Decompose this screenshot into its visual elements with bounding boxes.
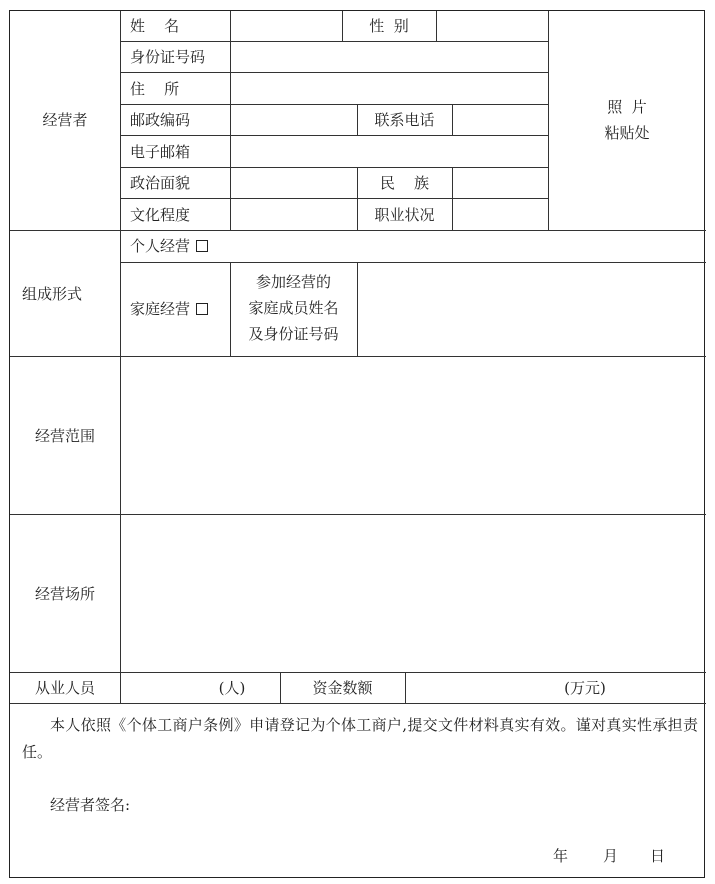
column-divider bbox=[230, 11, 231, 230]
column-divider bbox=[436, 11, 437, 41]
signature-label: 经营者签名: bbox=[50, 796, 131, 814]
individual-business-label: 个人经营 bbox=[130, 237, 191, 255]
capital-unit: (万元) bbox=[564, 679, 606, 697]
business-premises-label: 经营场所 bbox=[34, 585, 95, 603]
column-divider bbox=[452, 167, 453, 230]
capital-label: 资金数额 bbox=[312, 679, 373, 697]
photo-placeholder-label: 照 片 bbox=[607, 98, 647, 116]
row-divider bbox=[120, 41, 548, 42]
family-business-checkbox[interactable] bbox=[196, 303, 208, 315]
section-divider bbox=[10, 356, 706, 357]
row-divider bbox=[120, 104, 548, 105]
section-divider bbox=[10, 514, 706, 515]
photo-placeholder-label: 粘贴处 bbox=[604, 124, 650, 142]
political-status-label: 政治面貌 bbox=[130, 174, 191, 192]
address-label: 住 所 bbox=[130, 80, 180, 98]
column-divider bbox=[357, 262, 358, 356]
individual-business-checkbox[interactable] bbox=[196, 240, 208, 252]
section-divider bbox=[10, 703, 706, 704]
column-divider bbox=[452, 104, 453, 135]
individual-business-option[interactable] bbox=[130, 237, 208, 255]
section-divider bbox=[10, 672, 706, 673]
name-label: 姓 名 bbox=[130, 17, 180, 35]
date-month-label: 月 bbox=[603, 847, 619, 865]
occupation-label: 职业状况 bbox=[374, 206, 435, 224]
postcode-label: 邮政编码 bbox=[130, 111, 191, 129]
gender-label: 性 别 bbox=[369, 17, 409, 35]
family-members-label: 及身份证号码 bbox=[248, 325, 339, 343]
employees-label: 从业人员 bbox=[34, 679, 95, 697]
row-divider bbox=[120, 72, 548, 73]
registration-form bbox=[9, 10, 705, 878]
phone-label: 联系电话 bbox=[374, 111, 435, 129]
family-members-label: 家庭成员姓名 bbox=[248, 299, 339, 317]
id-number-label: 身份证号码 bbox=[130, 48, 206, 66]
family-members-label: 参加经营的 bbox=[255, 273, 331, 291]
business-scope-label: 经营范围 bbox=[34, 427, 95, 445]
employees-unit: (人) bbox=[218, 679, 246, 697]
row-divider bbox=[120, 198, 548, 199]
column-divider bbox=[548, 11, 549, 230]
email-label: 电子邮箱 bbox=[130, 143, 191, 161]
education-label: 文化程度 bbox=[130, 206, 191, 224]
row-divider bbox=[120, 167, 548, 168]
column-divider bbox=[120, 11, 121, 703]
family-business-option[interactable] bbox=[130, 300, 208, 318]
date-day-label: 日 bbox=[650, 847, 666, 865]
date-year-label: 年 bbox=[553, 847, 569, 865]
row-divider bbox=[120, 262, 706, 263]
family-business-label: 家庭经营 bbox=[130, 300, 191, 318]
row-divider bbox=[120, 135, 548, 136]
declaration-text: 本人依照《个体工商户条例》申请登记为个体工商户,提交文件材料真实有效。谨对真实性承担责任。 bbox=[22, 716, 698, 761]
composition-section-label: 组成形式 bbox=[21, 285, 82, 303]
column-divider bbox=[405, 672, 406, 703]
section-divider bbox=[10, 230, 706, 231]
operator-section-label: 经营者 bbox=[42, 111, 88, 129]
ethnic-group-label: 民 族 bbox=[379, 174, 430, 192]
